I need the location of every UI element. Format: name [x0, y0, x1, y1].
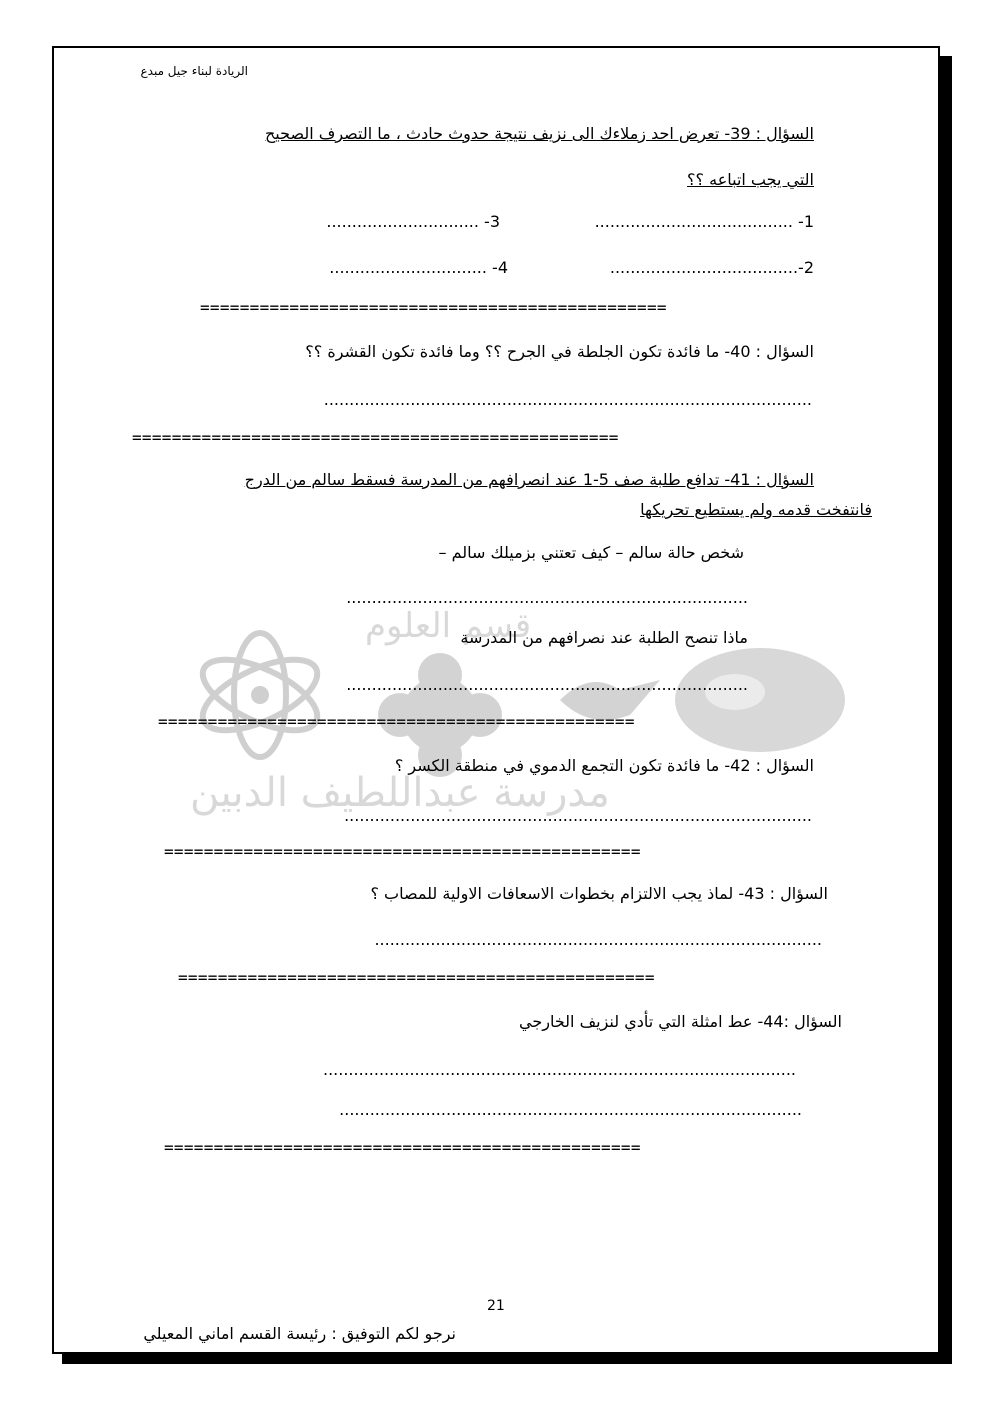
q41-line2: فانتفخت قدمه ولم يستطيع تحريكها [640, 500, 872, 519]
q44-answer-2: ........................................................................................... [339, 1100, 802, 1119]
separator-2: ================================================= [132, 428, 619, 447]
q44-text: السؤال :44- عط امثلة التي تأدي لنزيف الخارجي [519, 1012, 842, 1031]
school-motto: الريادة لبناء جيل مبدع [140, 64, 248, 78]
page-border-shadow-bottom [62, 1354, 952, 1364]
q39-answer-3: 3- .............................. [326, 212, 500, 231]
watermark-top-text: قسم العلوم [365, 606, 532, 646]
q41-sub-question-2: ماذا تنصح الطلبة عند نصرافهم من المدرسة [460, 628, 748, 647]
q41-line1: السؤال : 41- تدافع طلبة صف 5-1 عند انصرافهم من المدرسة فسقط سالم من الدرج [244, 470, 814, 489]
separator-3: ================================================ [158, 712, 635, 731]
q41-sub-question-1: شخص حالة سالم – كيف تعتني بزميلك سالم – [438, 543, 744, 562]
q40-answer: ................................................................................................ [323, 390, 812, 409]
q39-answer-2: 2-..................................... [609, 258, 814, 277]
q42-text: السؤال : 42- ما فائدة تكون التجمع الدموي في منطقة الكسر ؟ [394, 756, 814, 775]
watermark-bottom-text: مدرسة عبداللطيف الدبين [190, 770, 610, 816]
q43-answer: ........................................................................................ [374, 930, 822, 949]
separator-1: =============================================== [200, 298, 667, 317]
q39-line2: التي يجب اتباعه ؟؟ [687, 170, 814, 189]
q41-answer-2: ............................................................................... [346, 675, 748, 694]
page-number: 21 [487, 1298, 505, 1314]
footer-signature: نرجو لكم التوفيق : رئيسة القسم اماني المعيلي [143, 1324, 456, 1343]
page-border-shadow-right [940, 56, 952, 1364]
q42-answer: ............................................................................................ [344, 806, 812, 825]
q40-text: السؤال : 40- ما فائدة تكون الجلطة في الجرح ؟؟ وما فائدة تكون القشرة ؟؟ [305, 342, 814, 361]
q44-answer-1: ............................................................................................. [323, 1060, 796, 1079]
q41-answer-1: ............................................................................... [346, 588, 748, 607]
separator-6: ================================================ [164, 1138, 641, 1157]
separator-5: ================================================ [178, 968, 655, 987]
page-border [52, 46, 940, 1354]
q39-answer-4: 4- ............................... [329, 258, 508, 277]
q39-line1: السؤال : 39- تعرض احد زملاءك الى نزيف نتيجة حدوث حادث ، ما التصرف الصحيح [264, 124, 814, 143]
q43-text: السؤال : 43- لماذ يجب الالتزام بخطوات الاسعافات الاولية للمصاب ؟ [370, 884, 828, 903]
separator-4: ================================================ [164, 842, 641, 861]
q39-answer-1: 1- ....................................... [594, 212, 814, 231]
